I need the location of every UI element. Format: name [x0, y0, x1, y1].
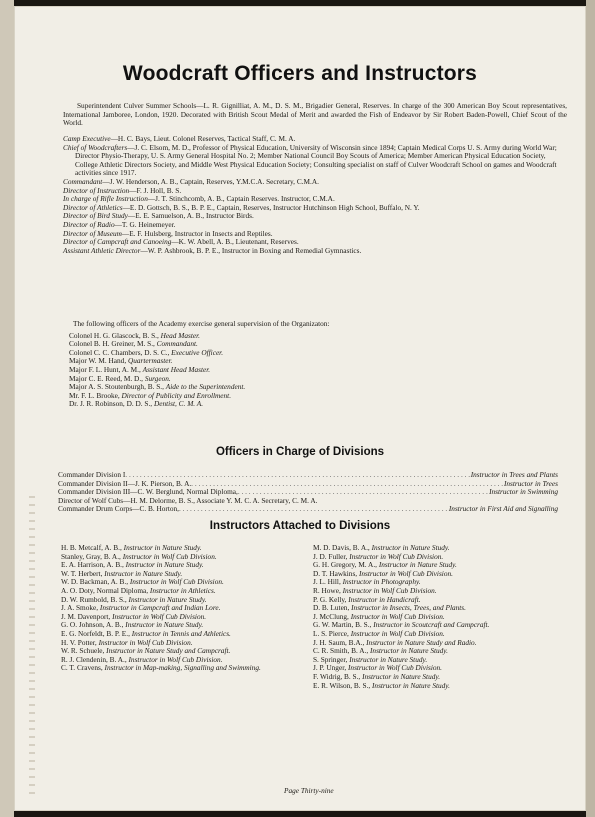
instructor-title: Instructor in Insects, Trees, and Plants. [351, 603, 466, 613]
page-number: Page Thirty-nine [284, 786, 334, 795]
leader-dots [179, 505, 449, 514]
staff-description: —E. F. Hulsberg, Instructor in Insects and Reptiles. [121, 228, 273, 238]
instructor-name: G. H. Gregory, M. A., [313, 560, 379, 570]
instructor-title: Instructor in Nature Study. [371, 543, 450, 552]
instructor-name: A. O. Doty, Normal Diploma, [61, 585, 150, 595]
division-commander: Director of Wolf Cubs—H. M. Delorme, B. S., Associate Y. M. C. A. Secretary, C. M. A. [58, 495, 318, 505]
general-lead: The following officers of the Academy exercise general supervision of the Organizaton: [73, 319, 330, 328]
instructor-title: Instructor in Nature Study and Campcraft. [106, 646, 231, 656]
instructors-right-column [313, 544, 563, 690]
officer-title: Aide to the Superintendent. [165, 382, 246, 392]
instructor-name: W. D. Backman, A. B., [61, 577, 130, 587]
division-commander: Commander Division III—C. W. Berglund, Normal Diploma, [58, 487, 238, 497]
instructor-title: Instructor in Wolf Cub Division. [349, 551, 444, 561]
page-title: Woodcraft Officers and Instructors [122, 62, 478, 85]
officer-title: Director of Publicity and Enrollment. [121, 390, 232, 400]
instructor-name: M. D. Davis, B. A., [313, 543, 372, 552]
staff-list [63, 135, 567, 255]
instructor-name: J. H. Saum, B.A., [313, 637, 367, 647]
instructor-title: Instructor in Wolf Cub Division. [112, 611, 207, 621]
officer-name: Major C. E. Reed, M. D., [69, 373, 145, 383]
instructor-name: C. T. Cravens, [61, 663, 105, 673]
staff-role: Commandant [63, 176, 103, 186]
instructor-name: J. A. Smoke, [61, 603, 100, 613]
instructor-name: E. A. Harrison, A. B., [61, 560, 126, 570]
staff-description: —E. E. Samuelson, A. B., Instructor Birds. [127, 211, 254, 221]
instructor-title: Instructor in Nature Study. [371, 680, 450, 690]
general-officer-list [63, 332, 567, 409]
instructor-name: W. R. Schuele, [61, 646, 107, 656]
staff-description: —F. J. Holl, B. S. [129, 185, 182, 195]
instructor-title: Instructor in Nature Study. [378, 560, 457, 570]
staff-entry [63, 144, 567, 178]
staff-entry [63, 247, 567, 256]
staff-description: —T. G. Heinemeyer. [114, 219, 176, 229]
staff-description: —W. P. Ashbrook, B. P. E., Instructor in Boxing and Remedial Gymnastics. [140, 245, 362, 255]
instructor-name: F. Widrig, B. S., [313, 671, 363, 681]
instructors-heading: Instructors Attached to Divisions [209, 520, 391, 532]
officer-name: Dr. J. R. Robinson, D. D. S., [69, 399, 154, 409]
instructors-left-column [61, 544, 301, 673]
instructor-name: D. B. Luten, [313, 603, 352, 613]
staff-description: —H. C. Bays, Lieut. Colonel Reserves, Tactical Staff, C. M. A. [110, 134, 296, 143]
division-instruction: Instructor in Trees [503, 478, 558, 488]
staff-description: —K. W. Abell, A. B., Lieutenant, Reserves. [171, 237, 299, 247]
instructor-title: Instructor in Campcraft and Indian Lore. [99, 603, 221, 613]
instructor-entry [61, 664, 301, 673]
officer-title: Commandant. [156, 339, 198, 349]
instructor-title: Instructor in Athletics. [149, 585, 216, 595]
division-commander: Commander Division II—J. K. Pierson, B. A. [58, 478, 192, 488]
officer-name: Colonel H. G. Glascock, B. S., [69, 330, 161, 340]
instructor-name: C. R. Smith, B. A., [313, 646, 370, 656]
page-edge-left [0, 0, 14, 817]
staff-role: Director of Athletics [63, 202, 123, 212]
officer-name: Major W. M. Hand, [69, 356, 128, 366]
instructor-title: Instructor in Handicraft. [348, 594, 421, 604]
instructor-entry [313, 682, 563, 691]
leader-dots [191, 480, 504, 489]
instructor-title: Instructor in Wolf Cub Division. [98, 637, 193, 647]
staff-description: —J. T. Stinchcomb, A. B., Captain Reserves. Instructor, C.M.A. [147, 194, 335, 204]
instructor-name: D. T. Hawkins, [313, 568, 359, 578]
staff-role: Chief of Woodcrafters [63, 142, 128, 152]
divisions-list [58, 471, 558, 514]
instructor-name: R. J. Clendenin, B. A., [61, 654, 129, 664]
instructor-name: E. R. Wilson, B. S., [313, 680, 372, 690]
officer-name: Major A. S. Stoutenburgh, B. S., [69, 382, 166, 392]
instructor-title: Instructor in Nature Study. [362, 671, 441, 681]
instructor-name: J. D. Fuller, [313, 551, 350, 561]
instructor-title: Instructor in Nature Study. [123, 543, 202, 552]
instructor-name: G. W. Martin, B. S., [313, 620, 374, 630]
staff-role: Camp Executive [63, 134, 111, 143]
officer-title: Assistant Head Master. [142, 364, 211, 374]
instructor-title: Instructor in Wolf Cub Division. [347, 663, 442, 673]
instructor-name: S. Springer, [313, 654, 350, 664]
staff-description: —J. C. Elsom, M. D., Professor of Physical Education, University of Wisconsin since 1894; Captain Medical Corps U. S. Army during World War; Director Physio-Therapy, U. S. Army General Hospital No. 2; Member National Council Boy Scouts of America; Member American Physical Education Society, College Athletic Directors Society, and Middle West Physical Education Society; Consulting specialist on staff of Culver Woodcraft School on games and Woodcraft activities since 1917. [75, 142, 557, 178]
general-supervision [63, 320, 567, 409]
division-commander: Commander Division I [58, 470, 126, 479]
division-instruction: Instructor in Swimming [489, 487, 558, 497]
instructor-title: Instructor in Nature Study. [128, 594, 207, 604]
division-instruction: Instructor in First Aid and Signalling [448, 504, 558, 514]
instructor-name: J. McClung, [313, 611, 351, 621]
instructor-name: H. B. Metcalf, A. B., [61, 543, 124, 552]
page-edge-right [586, 0, 595, 817]
division-commander: Commander Drum Corps—C. B. Horton, [58, 504, 180, 514]
instructor-name: J. P. Unger, [313, 663, 348, 673]
instructor-title: Instructor in Nature Study. [369, 646, 448, 656]
instructor-name: L. S. Pierce, [313, 628, 351, 638]
instructor-name: E. G. Norfeldt, B. P. E., [61, 628, 132, 638]
instructor-title: Instructor in Wolf Cub Division. [122, 551, 217, 561]
officer-title: Quartermaster. [127, 356, 173, 366]
officer-title: Head Master. [160, 330, 200, 340]
intro-paragraph: Superintendent Culver Summer Schools—L. R. Gignilliat, A. M., D. S. M., Brigadier General, Reserves. In charge of the 300 American Boy Scout representatives, International Jamboree, London, 1920. Decorated with British Scout Medal of Merit and awarded the Fish of Endeavor by Sir Robert Baden-Powell, Chief Scout of the World. [63, 101, 567, 128]
staff-role: Director of Radio [63, 219, 115, 229]
instructor-title: Instructor in Nature Study. [349, 654, 428, 664]
staff-description: —J. W. Henderson, A. B., Captain, Reserves, Y.M.C.A. Secretary, C.M.A. [102, 176, 319, 186]
officer-name: Colonel C. C. Chambers, D. S. C., [69, 347, 172, 357]
staff-role: Assistant Athletic Director [63, 245, 141, 255]
instructor-title: Instructor in Wolf Cub Division. [358, 568, 453, 578]
staff-role: Director of Bird Study [63, 211, 128, 221]
instructor-name: H. V. Potter, [61, 637, 99, 647]
instructor-title: Instructor in Tennis and Athletics. [131, 628, 231, 638]
instructor-title: Instructor in Nature Study. [125, 620, 204, 630]
instructor-name: G. O. Johnson, A. B., [61, 620, 126, 630]
instructor-title: Instructor in Scoutcraft and Campcraft. [373, 620, 490, 630]
instructor-title: Instructor in Wolf Cub Division. [350, 628, 445, 638]
officer-name: Mr. F. L. Brooke, [69, 390, 122, 400]
instructor-title: Instructor in Nature Study. [125, 560, 204, 570]
instructor-name: W. T. Herbert, [61, 568, 105, 578]
staff-role: Director of Museum [63, 228, 122, 238]
officer-title: Executive Officer. [171, 347, 224, 357]
binding-holes [29, 496, 35, 796]
division-row [58, 505, 558, 514]
instructor-title: Instructor in Photography. [342, 577, 421, 587]
instructor-title: Instructor in Nature Study and Radio. [366, 637, 477, 647]
instructor-title: Instructor in Map-making, Signalling and Swimming. [104, 663, 261, 673]
instructor-title: Instructor in Wolf Cub Division. [129, 577, 224, 587]
instructor-title: Instructor in Wolf Cub Division. [342, 585, 437, 595]
officer-name: Major F. L. Hunt, A. M., [69, 364, 143, 374]
instructor-name: J. M. Davenport, [61, 611, 113, 621]
staff-role: Director of Campcraft and Canoeing [63, 237, 172, 247]
instructor-name: D. W. Rumbold, B. S., [61, 594, 129, 604]
instructor-title: Instructor in Wolf Cub Division. [350, 611, 445, 621]
divisions-heading: Officers in Charge of Divisions [215, 446, 385, 458]
instructor-title: Instructor in Wolf Cub Division. [128, 654, 223, 664]
instructor-name: Stanley, Gray, B. A., [61, 551, 123, 561]
staff-role: In charge of Rifle Instruction [63, 194, 148, 204]
officer-title: Surgeon. [144, 373, 171, 383]
general-officer [63, 400, 567, 409]
division-instruction: Instructor in Trees and Plants [470, 470, 558, 479]
staff-role: Director of Instruction [63, 185, 130, 195]
instructor-name: J. L. Hill, [313, 577, 343, 587]
instructor-title: Instructor in Nature Study. [104, 568, 183, 578]
instructor-name: R. Howe, [313, 585, 343, 595]
document-page [14, 6, 586, 811]
officer-name: Colonel B. H. Greiner, M. S., [69, 339, 157, 349]
officer-title: Dentist, C. M. A. [153, 399, 204, 409]
instructor-name: P. G. Kelly, [313, 594, 349, 604]
staff-description: —E. D. Gottsch, B. S., B. P. E., Captain, Reserves, Instructor Hutchinson High School, Buffalo, N. Y. [122, 202, 420, 212]
